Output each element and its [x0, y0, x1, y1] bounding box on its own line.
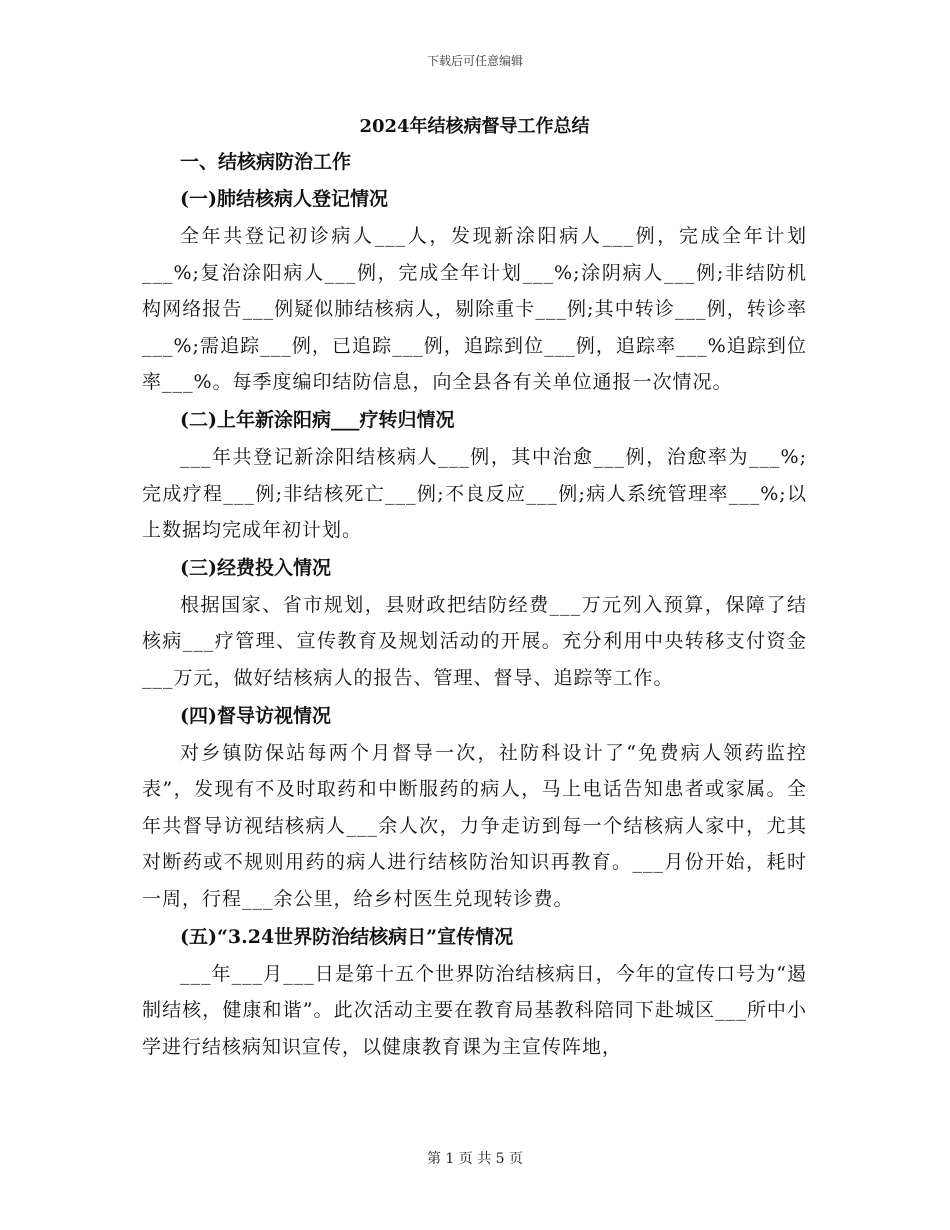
subsection-heading-3: (三)经费投入情况 [180, 556, 331, 579]
subsection-heading-4: (四)督导访视情况 [180, 704, 331, 727]
document-body [142, 112, 807, 1065]
document-title: 2024年结核病督导工作总结 [359, 116, 590, 137]
subsection-heading-5: (五)“3.24世界防治结核病日”宣传情况 [180, 925, 514, 948]
section-heading-1: 一、结核病防治工作 [180, 151, 352, 173]
paragraph-5: ___年___月___日是第十五个世界防治结核病日，今年的宣传口号为“遏制结核，健康和谐”。此次活动主要在教育局基教科陪同下赴城区___所中小学进行结核病知识宣传，以健康教育课为主宣传阵地， [142, 962, 807, 1058]
header-note: 下载后可任意编辑 [426, 54, 523, 68]
page-number-footer: 第 1 页 共 5 页 [426, 1151, 524, 1167]
paragraph-4: 对乡镇防保站每两个月督导一次，社防科设计了“免费病人领药监控表”，发现有不及时取药和中断服药的病人，马上电话告知患者或家属。全年共督导访视结核病人___余人次，力争走访到每一个结核病人家中，尤其对断药或不规则用药的病人进行结核防治知识再教育。___月份开始，耗时一周，行程___余公里，给乡村医生兑现转诊费。 [142, 741, 807, 910]
subsection-heading-1: (一)肺结核病人登记情况 [180, 188, 388, 210]
paragraph-2: ___年共登记新涂阳结核病人___例，其中治愈___例，治愈率为___%;完成疗程___例;非结核死亡___例;不良反应___例;病人系统管理率___%;以上数据均完成年初计划。 [142, 445, 807, 542]
paragraph-1: 全年共登记初诊病人___人，发现新涂阳病人___例，完成全年计划___%;复治涂阳病人___例，完成全年计划___%;涂阴病人___例;非结防机构网络报告___例疑似肺结核病人，剔除重卡___例;其中转诊___例，转诊率___%;需追踪___例，已追踪___例，追踪到位___例，追踪率___%追踪到位率___%。每季度编印结防信息，向全县各有关单位通报一次情况。 [142, 225, 807, 394]
subsection-heading-2: (二)上年新涂阳病___疗转归情况 [180, 408, 455, 431]
paragraph-3: 根据国家、省市规划，县财政把结防经费___万元列入预算，保障了结核病___疗管理、宣传教育及规划活动的开展。充分利用中央转移支付资金___万元，做好结核病人的报告、管理、督导、追踪等工作。 [142, 593, 807, 689]
